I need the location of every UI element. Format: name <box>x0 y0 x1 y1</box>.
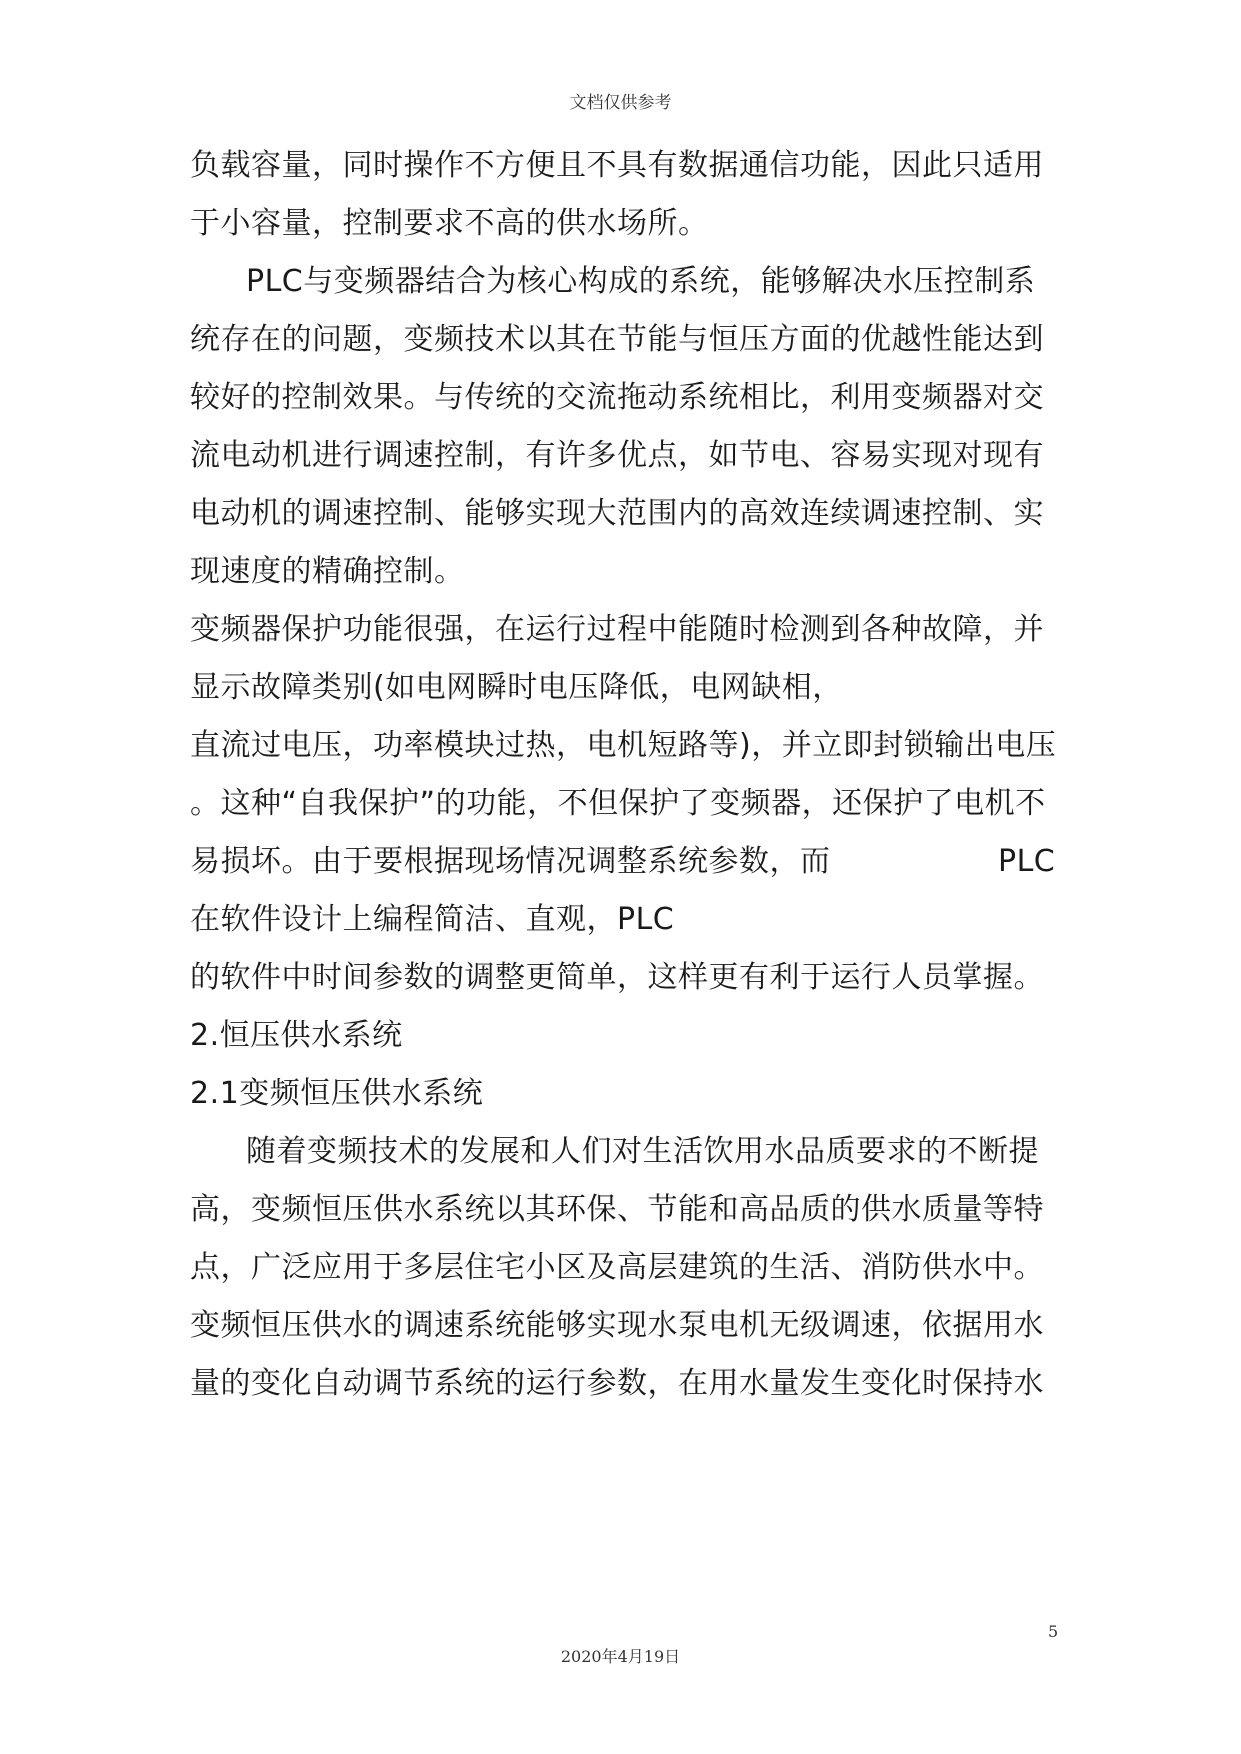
text-line: 。这种“自我保护”的功能，不但保护了变频器，还保护了电机不 <box>190 786 1046 821</box>
footer-date: 2020年4月19日 <box>560 1647 681 1666</box>
paragraph-first-line: 随着变频技术的发展和人们对生活饮用水品质要求的不断提 <box>246 1134 1039 1169</box>
text-line: 现速度的精确控制。 <box>190 554 465 589</box>
text-line: 电动机的调速控制、能够实现大范围内的高效连续调速控制、实 <box>190 496 1044 531</box>
document-header-watermark: 文档仅供参考 <box>569 93 672 113</box>
text-line: 于小容量，控制要求不高的供水场所。 <box>190 206 709 241</box>
text-line: 变频器保护功能很强，在运行过程中能随时检测到各种故障，并 <box>190 612 1044 647</box>
text-line: 量的变化自动调节系统的运行参数，在用水量发生变化时保持水 <box>190 1366 1044 1401</box>
section-heading: 2.恒压供水系统 <box>190 1018 403 1053</box>
text-line: 显示故障类别(如电网瞬时电压降低，电网缺相， <box>190 670 843 705</box>
text-line: 较好的控制效果。与传统的交流拖动系统相比，利用变频器对交 <box>190 380 1044 415</box>
paragraph-first-line: PLC与变频器结合为核心构成的系统，能够解决水压控制系 <box>246 264 1036 299</box>
text-line: 统存在的问题，变频技术以其在节能与恒压方面的优越性能达到 <box>190 322 1044 357</box>
text-line: 易损坏。由于要根据现场情况调整系统参数，而 <box>190 844 831 879</box>
text-line: 流电动机进行调速控制，有许多优点，如节电、容易实现对现有 <box>190 438 1044 473</box>
text-line: 高，变频恒压供水系统以其环保、节能和高品质的供水质量等特 <box>190 1192 1044 1227</box>
subsection-heading: 2.1变频恒压供水系统 <box>190 1076 484 1111</box>
text-line: 负载容量，同时操作不方便且不具有数据通信功能，因此只适用 <box>190 148 1044 183</box>
text-line: 变频恒压供水的调速系统能够实现水泵电机无级调速，依据用水 <box>190 1308 1044 1343</box>
page-number: 5 <box>1048 1622 1059 1641</box>
text-fragment-plc: PLC <box>998 844 1056 879</box>
text-line: 在软件设计上编程简洁、直观，PLC <box>190 902 675 937</box>
text-line: 直流过电压，功率模块过热，电机短路等)，并立即封锁输出电压 <box>190 728 1057 763</box>
text-line: 的软件中时间参数的调整更简单，这样更有利于运行人员掌握。 <box>190 960 1044 995</box>
text-line: 点，广泛应用于多层住宅小区及高层建筑的生活、消防供水中。 <box>190 1250 1044 1285</box>
